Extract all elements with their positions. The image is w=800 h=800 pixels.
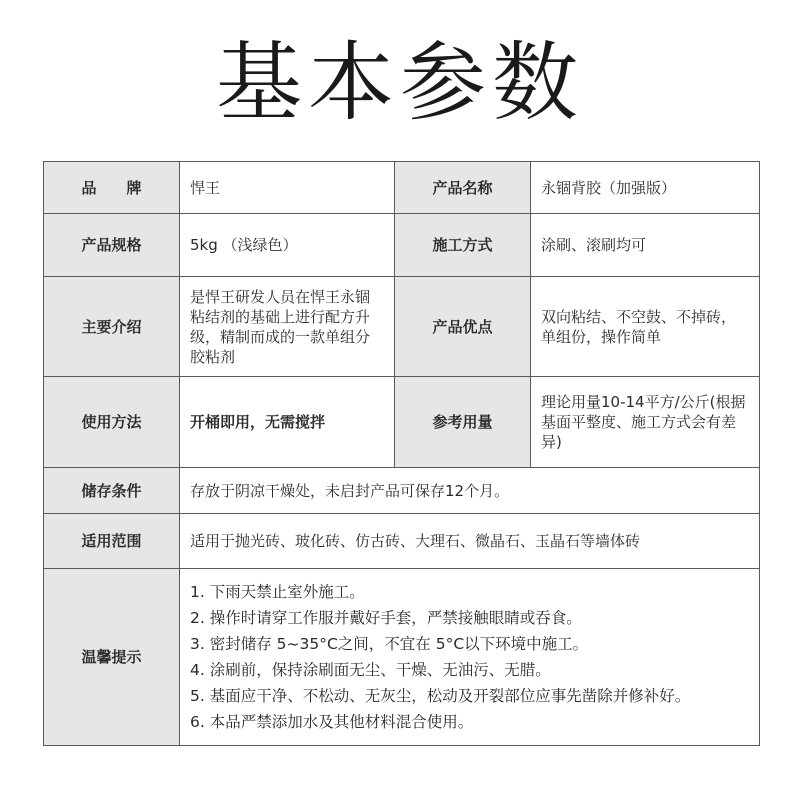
- method-value: 涂刷、滚刷均可: [531, 214, 760, 277]
- table-row: [44, 468, 760, 514]
- dosage-label: 参考用量: [395, 377, 531, 468]
- table-row: [44, 277, 760, 377]
- intro-label: 主要介绍: [44, 277, 180, 377]
- method-label: 施工方式: [395, 214, 531, 277]
- spec-value: 5kg （浅绿色）: [180, 214, 395, 277]
- brand-value: 悍王: [180, 162, 395, 214]
- table-row: [44, 377, 760, 468]
- usage-label: 使用方法: [44, 377, 180, 468]
- intro-value: 是悍王研发人员在悍王永锢粘结剂的基础上进行配方升级，精制而成的一款单组分胶粘剂: [180, 277, 395, 377]
- advantage-value: 双向粘结、不空鼓、不掉砖，单组份，操作简单: [531, 277, 760, 377]
- tip-item: 5. 基面应干净、不松动、无灰尘，松动及开裂部位应事先凿除并修补好。: [190, 687, 691, 705]
- scope-label: 适用范围: [44, 514, 180, 569]
- spec-label: 产品规格: [44, 214, 180, 277]
- parameter-table: [43, 161, 760, 746]
- brand-label: 品 牌: [44, 162, 180, 214]
- table-row: [44, 514, 760, 569]
- tip-item: 6. 本品严禁添加水及其他材料混合使用。: [190, 713, 474, 731]
- product-name-value: 永锢背胶（加强版）: [531, 162, 760, 214]
- table-row: [44, 214, 760, 277]
- scope-value: 适用于抛光砖、玻化砖、仿古砖、大理石、微晶石、玉晶石等墙体砖: [180, 514, 760, 569]
- product-name-label: 产品名称: [395, 162, 531, 214]
- tip-item: 1. 下雨天禁止室外施工。: [190, 583, 365, 601]
- storage-value: 存放于阴凉干燥处，未启封产品可保存12个月。: [180, 468, 760, 514]
- advantage-label: 产品优点: [395, 277, 531, 377]
- table-row: [44, 569, 760, 746]
- page-title: 基本参数: [216, 33, 584, 133]
- tips-label: 温馨提示: [44, 569, 180, 746]
- tip-item: 2. 操作时请穿工作服并戴好手套，严禁接触眼睛或吞食。: [190, 609, 582, 627]
- tips-list: [180, 569, 760, 746]
- dosage-value: 理论用量10-14平方/公斤(根据基面平整度、施工方式会有差异): [531, 377, 760, 468]
- tip-item: 4. 涂刷前，保持涂刷面无尘、干燥、无油污、无腊。: [190, 661, 551, 679]
- storage-label: 储存条件: [44, 468, 180, 514]
- table-row: [44, 162, 760, 214]
- tip-item: 3. 密封储存 5~35°C之间，不宜在 5°C以下环境中施工。: [190, 635, 589, 653]
- usage-value: 开桶即用，无需搅拌: [180, 377, 395, 468]
